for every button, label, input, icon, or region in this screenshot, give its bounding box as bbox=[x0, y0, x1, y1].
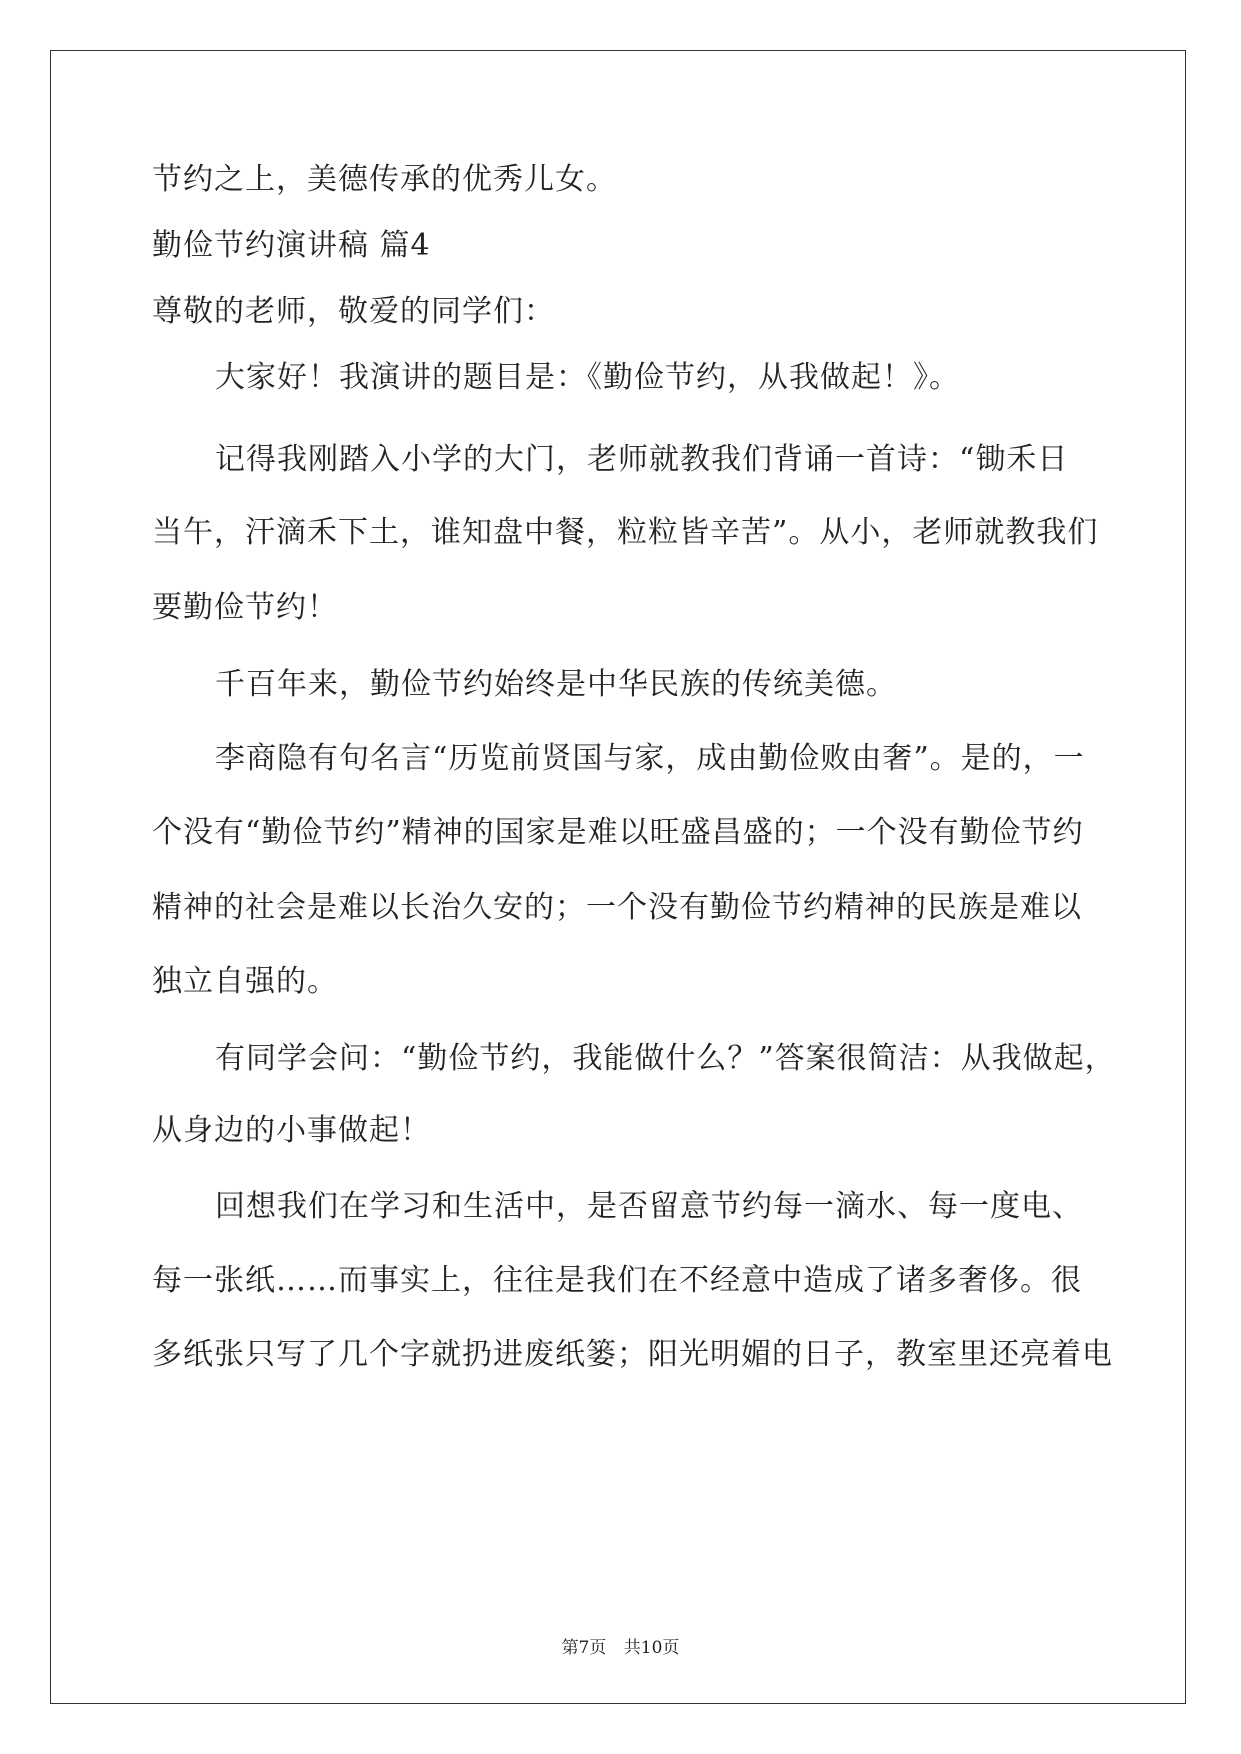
text-line: 独立自强的。 bbox=[152, 964, 338, 999]
salutation: 尊敬的老师，敬爱的同学们： bbox=[152, 294, 555, 329]
text-line: 从身边的小事做起！ bbox=[152, 1113, 431, 1148]
paragraph-start: 回想我们在学习和生活中，是否留意节约每一滴水、每一度电、 bbox=[215, 1189, 1083, 1224]
text-line: 要勤俭节约！ bbox=[152, 590, 338, 625]
paragraph-start: 李商隐有句名言“历览前贤国与家，成由勤俭败由奢”。是的，一 bbox=[215, 741, 1085, 776]
page-number: 第7页 bbox=[561, 1638, 607, 1658]
page-total: 共10页 bbox=[623, 1638, 680, 1658]
text-line: 每一张纸……而事实上，往往是我们在不经意中造成了诸多奢侈。很 bbox=[152, 1263, 1082, 1298]
paragraph-start: 记得我刚踏入小学的大门，老师就教我们背诵一首诗：“锄禾日 bbox=[215, 442, 1069, 477]
paragraph-start: 千百年来，勤俭节约始终是中华民族的传统美德。 bbox=[215, 667, 897, 702]
page-footer bbox=[0, 1636, 1241, 1660]
text-line: 当午，汗滴禾下土，谁知盘中餐，粒粒皆辛苦”。从小，老师就教我们 bbox=[152, 515, 1099, 550]
text-line: 多纸张只写了几个字就扔进废纸篓；阳光明媚的日子，教室里还亮着电 bbox=[152, 1337, 1113, 1372]
paragraph-start: 有同学会问：“勤俭节约，我能做什么？”答案很简洁：从我做起， bbox=[215, 1041, 1116, 1076]
text-line: 个没有“勤俭节约”精神的国家是难以旺盛昌盛的；一个没有勤俭节约 bbox=[152, 815, 1084, 850]
section-heading: 勤俭节约演讲稿 篇4 bbox=[152, 228, 431, 263]
text-line: 节约之上，美德传承的优秀儿女。 bbox=[152, 162, 617, 197]
paragraph-start: 大家好！我演讲的题目是：《勤俭节约，从我做起！》。 bbox=[215, 360, 960, 395]
text-line: 精神的社会是难以长治久安的；一个没有勤俭节约精神的民族是难以 bbox=[152, 890, 1082, 925]
